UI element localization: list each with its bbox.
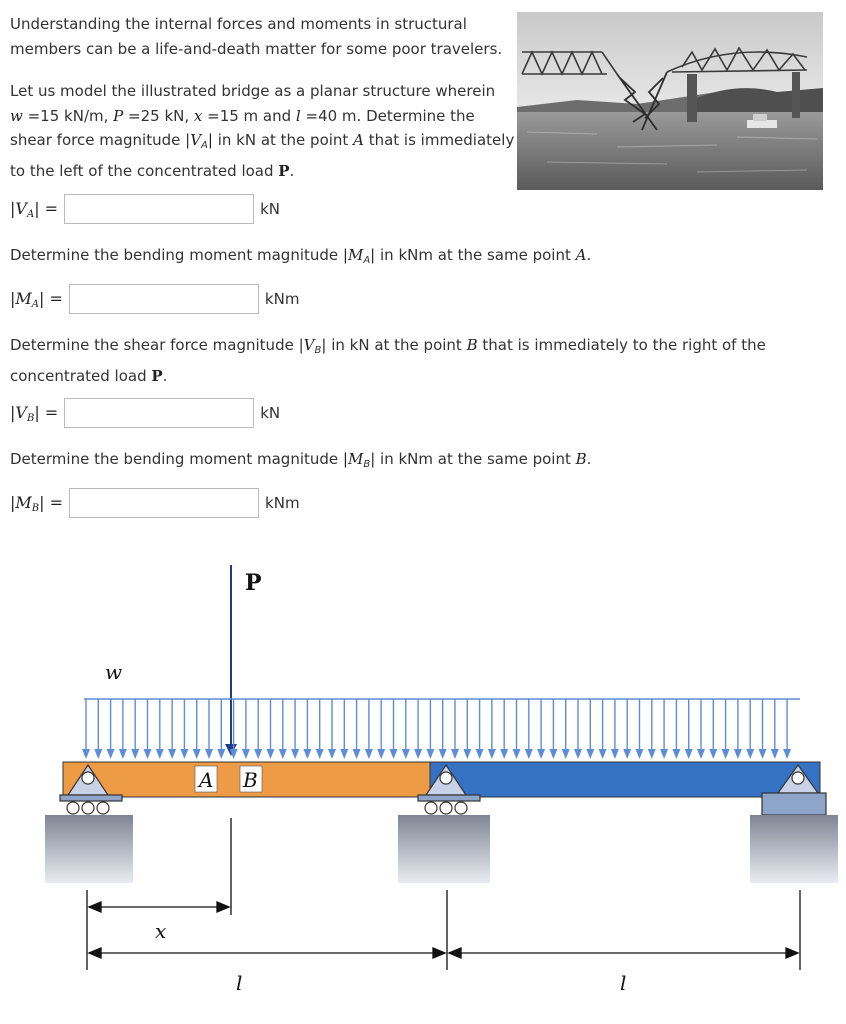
load-arrow-head [574, 749, 582, 759]
load-arrow-head [316, 749, 324, 759]
load-arrow-head [107, 749, 115, 759]
load-arrow-head [144, 749, 152, 759]
load-arrow-head [562, 749, 570, 759]
load-arrow-head [402, 749, 410, 759]
load-arrow-head [94, 749, 102, 759]
load-arrow-head [611, 749, 619, 759]
ma-unit: kNm [264, 290, 300, 308]
load-arrow-head [279, 749, 287, 759]
load-arrow-head [414, 749, 422, 759]
load-arrow-head [722, 749, 730, 759]
load-arrow-head [549, 749, 557, 759]
problem-statement: Let us model the illustrated bridge as a planar structure wherein w =15 kN/m, P =25 kN, x =15 m and l =40 m. Determine the shear force magnitude $|V_A|$ in kN at the point A that is immediately to the left of the concentrated load P. [10, 82, 515, 180]
load-arrow-head [660, 749, 668, 759]
load-arrow-head [672, 749, 680, 759]
vb-input[interactable] [64, 398, 254, 428]
load-arrow-head [439, 749, 447, 759]
l-dim-label-left: l [236, 971, 243, 995]
va-label: $|V_A|$ = [10, 198, 59, 220]
load-arrow-head [746, 749, 754, 759]
beam-diagram [0, 540, 846, 1024]
collapsed-bridge-photo [517, 12, 823, 190]
load-arrow-head [488, 749, 496, 759]
mb-input[interactable] [69, 488, 259, 518]
middle-support-block [398, 815, 490, 883]
answer-row-vb [10, 397, 280, 429]
load-arrow-head [476, 749, 484, 759]
load-arrow-head [303, 749, 311, 759]
right-span-beam [430, 762, 820, 797]
load-arrow-head [267, 749, 275, 759]
question-mb: Determine the bending moment magnitude $|M_B|$ in kNm at the same point B. [10, 450, 592, 470]
load-arrow-head [734, 749, 742, 759]
load-arrow-head [168, 749, 176, 759]
load-w-label: w [105, 660, 123, 684]
load-arrow-head [131, 749, 139, 759]
vb-label: $|V_B|$ = [10, 402, 59, 424]
intro-text: Understanding the internal forces and moments in structural members can be a life-and-death matter for some poor travelers. [10, 15, 503, 58]
load-arrow-head [783, 749, 791, 759]
load-arrow-head [254, 749, 262, 759]
ma-label: $|M_A|$ = [10, 288, 63, 310]
load-arrow-head [685, 749, 693, 759]
load-arrow-head [119, 749, 127, 759]
load-arrow-head [525, 749, 533, 759]
answer-row-ma [10, 283, 299, 315]
load-p-label: P [245, 570, 262, 596]
answer-row-mb [10, 487, 300, 519]
load-arrow-head [291, 749, 299, 759]
load-arrow-head [623, 749, 631, 759]
mb-unit: kNm [265, 494, 300, 512]
load-arrow-head [697, 749, 705, 759]
load-arrow-head [759, 749, 767, 759]
load-arrow-head [648, 749, 656, 759]
load-arrow-head [82, 749, 90, 759]
load-arrow-head [365, 749, 373, 759]
va-unit: kN [260, 200, 280, 218]
load-arrow-head [451, 749, 459, 759]
load-arrow-head [463, 749, 471, 759]
load-arrow-head [193, 749, 201, 759]
left-support-block [45, 815, 133, 883]
load-arrow-head [180, 749, 188, 759]
point-b-label: B [243, 768, 258, 792]
va-input[interactable] [64, 194, 254, 224]
ma-input[interactable] [69, 284, 259, 314]
load-arrow-head [353, 749, 361, 759]
load-arrow-head [537, 749, 545, 759]
answer-row-va [10, 193, 280, 225]
mb-label: $|M_B|$ = [10, 492, 64, 514]
load-arrow-head [599, 749, 607, 759]
load-arrow-head [340, 749, 348, 759]
load-arrow-head [500, 749, 508, 759]
load-arrow-head [513, 749, 521, 759]
load-arrow-head [205, 749, 213, 759]
load-arrow-head [242, 749, 250, 759]
distributed-load-arrows [82, 699, 791, 759]
point-a-label: A [199, 768, 214, 792]
load-arrow-head [328, 749, 336, 759]
right-support-block [750, 815, 838, 883]
load-arrow-head [709, 749, 717, 759]
load-arrow-head [156, 749, 164, 759]
vb-unit: kN [260, 404, 281, 422]
x-dim-label: x [155, 919, 167, 943]
load-arrow-head [586, 749, 594, 759]
load-arrow-head [426, 749, 434, 759]
load-arrow-head [377, 749, 385, 759]
load-arrow-head [217, 749, 225, 759]
load-arrow-head [390, 749, 398, 759]
load-arrow-head [636, 749, 644, 759]
l-dim-label-right: l [620, 971, 627, 995]
load-arrow-head [771, 749, 779, 759]
question-ma: Determine the bending moment magnitude $|M_A|$ in kNm at the same point A. [10, 246, 592, 266]
question-vb: Determine the shear force magnitude $|V_B|$ in kN at the point B that is immediately to the right of the concentrated load P. [10, 336, 766, 385]
